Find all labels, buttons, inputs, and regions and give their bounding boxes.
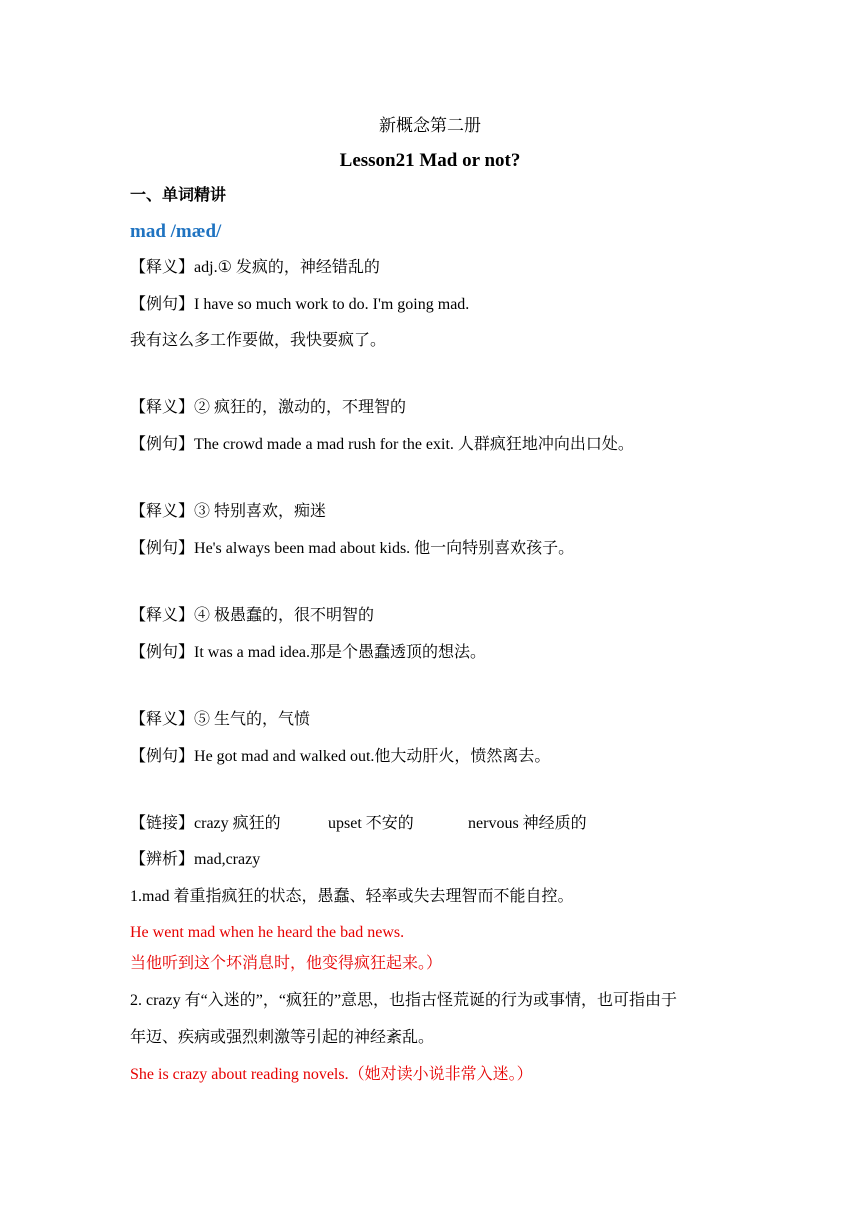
- link-item: nervous 神经质的: [468, 815, 587, 832]
- meaning-text: ② 疯狂的，激动的，不理智的: [194, 399, 407, 416]
- meaning-text: ④ 极愚蠢的，很不明智的: [194, 607, 375, 624]
- meaning-label: 【释义】: [130, 399, 195, 416]
- meaning-3-line: [130, 502, 326, 522]
- example-1-translation: 我有这么多工作要做，我快要疯了。: [130, 332, 387, 349]
- example-5-line: [130, 747, 550, 767]
- example-4-line: [130, 643, 486, 663]
- example-text: It was a mad idea.那是个愚蠢透顶的想法。: [194, 644, 486, 661]
- example-3-line: [130, 539, 574, 559]
- meaning-label: 【释义】: [130, 711, 195, 728]
- meaning-text: ⑤ 生气的，气愤: [194, 711, 311, 728]
- example-label: 【例句】: [130, 436, 195, 453]
- meaning-4-line: [130, 606, 374, 626]
- meaning-1-line: [130, 258, 380, 278]
- example-label: 【例句】: [130, 540, 195, 557]
- word-entry: mad /mæd/: [130, 221, 222, 242]
- meaning-2-line: [130, 398, 406, 418]
- lesson-title: Lesson21 Mad or not?: [339, 150, 521, 171]
- meaning-label: 【释义】: [130, 503, 195, 520]
- distinguish-point-2-line-1: 2. crazy 有“入迷的”，“疯狂的”意思，也指古怪荒诞的行为或事情，也可指由于: [130, 992, 678, 1009]
- distinguish-example-1-zh: 当他听到这个坏消息时，他变得疯狂起来。）: [130, 955, 443, 972]
- link-label: 【链接】: [130, 815, 195, 832]
- distinguish-label: 【辨析】: [130, 851, 195, 868]
- distinguish-example-1-en: He went mad when he heard the bad news.: [130, 924, 405, 941]
- example-1-line: [130, 295, 469, 315]
- example-text: He's always been mad about kids. 他一向特别喜欢孩子。: [194, 540, 575, 557]
- example-text: I have so much work to do. I'm going mad.: [194, 296, 470, 313]
- distinguish-example-2: She is crazy about reading novels.（她对读小说非常入迷。）: [130, 1066, 533, 1083]
- distinguish-line: [130, 850, 260, 870]
- section-heading: 一、单词精讲: [130, 187, 227, 204]
- distinguish-text: mad,crazy: [194, 851, 261, 868]
- example-text: He got mad and walked out.他大动肝火，愤然离去。: [194, 748, 551, 765]
- book-title: 新概念第二册: [379, 116, 481, 135]
- meaning-label: 【释义】: [130, 259, 195, 276]
- distinguish-point-2-line-2: 年迈、疾病或强烈刺激等引起的神经紊乱。: [130, 1029, 435, 1046]
- link-item: upset 不安的: [328, 815, 414, 832]
- example-label: 【例句】: [130, 748, 195, 765]
- example-text: The crowd made a mad rush for the exit. 人群疯狂地冲向出口处。: [194, 436, 634, 453]
- meaning-text: ③ 特别喜欢，痴迷: [194, 503, 327, 520]
- meaning-5-line: [130, 710, 310, 730]
- distinguish-point-1: 1.mad 着重指疯狂的状态，愚蠢、轻率或失去理智而不能自控。: [130, 888, 574, 905]
- example-label: 【例句】: [130, 644, 195, 661]
- meaning-label: 【释义】: [130, 607, 195, 624]
- meaning-text: adj.① 发疯的，神经错乱的: [194, 259, 380, 276]
- link-item: crazy 疯狂的: [194, 815, 281, 832]
- example-2-line: [130, 435, 634, 455]
- link-line: [130, 814, 587, 834]
- example-label: 【例句】: [130, 296, 195, 313]
